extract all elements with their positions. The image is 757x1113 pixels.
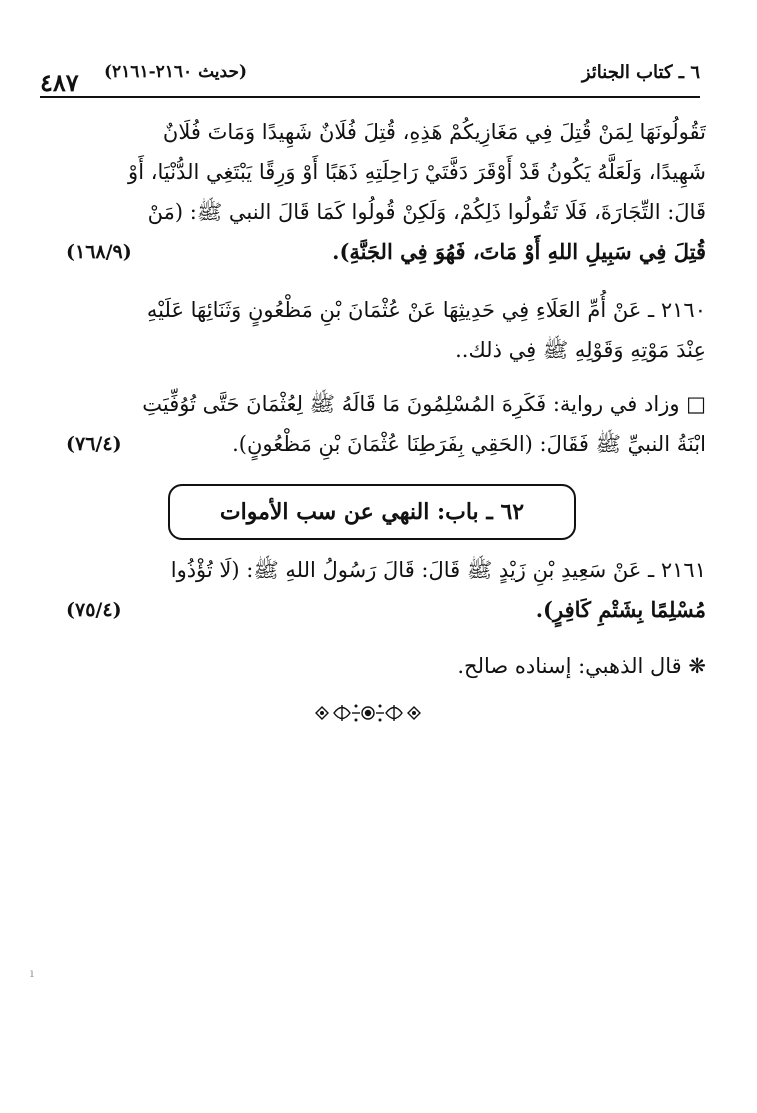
hadith-2161 <box>66 550 706 630</box>
text-line: □ وزاد في رواية: فَكَرِهَ المُسْلِمُونَ مَا قَالَهُ ﷺ لِعُثْمَانَ حَتَّى تُوُفِّيَتِ <box>142 392 706 416</box>
chapter-heading: ٦٢ ـ باب: النهي عن سب الأموات <box>219 499 525 525</box>
header-rule <box>40 96 700 98</box>
text-line: ❋ قال الذهبي: إسناده صالح. <box>457 654 706 678</box>
text-line: عِنْدَ مَوْتِهِ وَقَوْلِهِ ﷺ فِي ذلك.. <box>455 338 706 362</box>
grading-note <box>66 646 706 686</box>
text-line <box>66 424 706 464</box>
prophet-quote: مُسْلِمًا بِشَتْمِ كَافِرٍ). <box>535 597 706 622</box>
hadith-2160 <box>66 290 706 370</box>
text-line: تَقُولُونَهَا لِمَنْ قُتِلَ فِي مَغَازِيكُمْ هَذِهِ، قُتِلَ فُلَانٌ شَهِيدًا وَمَاتَ فُلَانٌ <box>162 120 706 144</box>
narration-text: ابْنَةُ النبيِّ ﷺ فَقَالَ: (الحَقِي بِفَرَطِنَا عُثْمَانَ بْنِ مَظْعُونٍ). <box>232 432 706 456</box>
text-line: ٢١٦٠ ـ عَنْ أُمِّ العَلَاءِ فِي حَدِيثِهَا عَنْ عُثْمَانَ بْنِ مَظْعُونٍ وَثَنَائِهَا عَلَيْهِ <box>146 298 706 322</box>
hadith-range: (حديث ٢١٦٠-٢١٦١) <box>104 62 247 82</box>
source-reference: (٧٦/٤) <box>66 433 122 455</box>
additional-narration <box>66 384 706 464</box>
hadith-continuation <box>66 112 706 272</box>
text-line <box>66 232 706 272</box>
source-reference: (٧٥/٤) <box>66 599 122 621</box>
source-reference: (١٦٨/٩) <box>66 241 132 263</box>
text-line: شَهِيدًا، وَلَعَلَّهُ يَكُونُ قَدْ أَوْقَرَ دَفَّتَيْ رَاحِلَتِهِ ذَهَبًا أَوْ وَرِقًا يَبْتَغِي الدُّنْيَا، أَوْ <box>128 160 706 184</box>
text-line <box>66 590 706 630</box>
scan-artifact: ı <box>30 966 34 980</box>
page-header <box>40 60 700 108</box>
chapter-heading-box <box>168 484 576 540</box>
page-number: ٤٨٧ <box>40 68 79 97</box>
floral-divider-ornament-icon <box>312 700 424 726</box>
prophet-quote: قُتِلَ فِي سَبِيلِ اللهِ أَوْ مَاتَ، فَهُوَ فِي الجَنَّةِ). <box>332 239 706 264</box>
text-line: قَالَ: التِّجَارَةَ، فَلَا تَقُولُوا ذَلِكُمْ، وَلَكِنْ قُولُوا كَمَا قَالَ النبي ﷺ: (مَنْ <box>147 200 706 224</box>
text-line: ٢١٦١ ـ عَنْ سَعِيدِ بْنِ زَيْدٍ ﷺ قَالَ: قَالَ رَسُولُ اللهِ ﷺ: (لَا تُؤْذُوا <box>170 558 706 582</box>
running-chapter-title: ٦ ـ كتاب الجنائز <box>581 62 700 83</box>
